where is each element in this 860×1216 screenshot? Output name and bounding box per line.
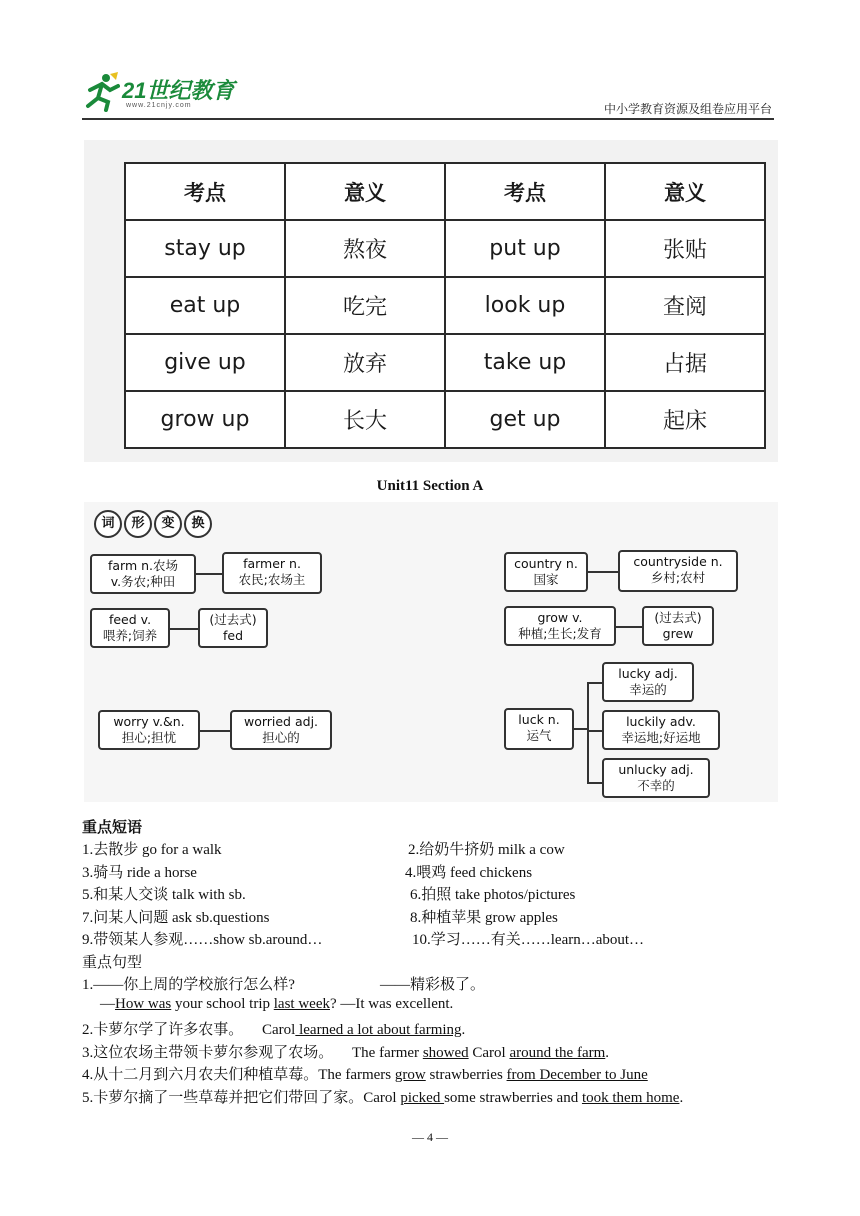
list-item: 5.和某人交谈 talk with sb. <box>82 887 246 903</box>
list-item: 9.带领某人参观……show sb.around… <box>82 932 323 948</box>
site-logo <box>82 72 242 118</box>
sentence-cn: 1.——你上周的学校旅行怎么样? <box>82 977 295 993</box>
table-cell: give up <box>125 334 285 391</box>
connector-line <box>200 730 230 732</box>
page-number: — 4 — <box>412 1130 448 1144</box>
list-item: 1.去散步 go for a walk <box>82 842 222 858</box>
table-cell: 张贴 <box>605 220 765 277</box>
table-cell: stay up <box>125 220 285 277</box>
table-cell: 起床 <box>605 391 765 448</box>
word-forms-badge <box>94 510 214 538</box>
table-cell: put up <box>445 220 605 277</box>
connector-line <box>587 730 603 732</box>
word-box-worried: worried adj. 担心的 <box>230 710 332 750</box>
list-item: 2.给奶牛挤奶 milk a cow <box>408 842 565 858</box>
table-row <box>125 277 765 334</box>
badge-char: 形 <box>124 510 152 538</box>
badge-char: 换 <box>184 510 212 538</box>
connector-line <box>196 573 222 575</box>
terms-table <box>124 162 766 449</box>
list-item: 7.问某人问题 ask sb.questions <box>82 910 270 926</box>
table-cell: eat up <box>125 277 285 334</box>
word-box-feed: feed v. 喂养;饲养 <box>90 608 170 648</box>
word-box-farmer: farmer n. 农民;农场主 <box>222 552 322 594</box>
table-row <box>125 220 765 277</box>
word-box-luckily: luckily adv. 幸运地;好运地 <box>602 710 720 750</box>
connector-line <box>588 571 618 573</box>
badge-char: 变 <box>154 510 182 538</box>
word-box-countryside: countryside n. 乡村;农村 <box>618 550 738 592</box>
word-box-lucky: lucky adj. 幸运的 <box>602 662 694 702</box>
sentence: 5.卡萝尔摘了一些草莓并把它们带回了家。Carol picked some strawberries and took them home. <box>82 1090 684 1106</box>
table-cell: 查阅 <box>605 277 765 334</box>
connector-line <box>574 728 588 730</box>
connector-line <box>170 628 198 630</box>
logo-brand: 21世纪教育 <box>122 78 235 103</box>
table-cell: 占据 <box>605 334 765 391</box>
header-divider <box>82 118 774 120</box>
list-item: 10.学习……有关……learn…about… <box>412 932 645 948</box>
connector-line <box>587 682 603 684</box>
table-cell: look up <box>445 277 605 334</box>
table-header: 考点 <box>445 163 605 220</box>
sentence: 2.卡萝尔学了许多农事。 Carol learned a lot about farming. <box>82 1022 466 1038</box>
word-box-grew: (过去式) grew <box>642 606 714 646</box>
table-cell: take up <box>445 334 605 391</box>
word-box-luck: luck n. 运气 <box>504 708 574 750</box>
word-box-farm: farm n.农场 v.务农;种田 <box>90 554 196 594</box>
table-cell: 长大 <box>285 391 445 448</box>
table-header: 意义 <box>605 163 765 220</box>
table-header: 意义 <box>285 163 445 220</box>
list-item: 6.拍照 take photos/pictures <box>410 887 576 903</box>
logo-url: www.21cnjy.com <box>126 102 192 109</box>
word-box-unlucky: unlucky adj. 不幸的 <box>602 758 710 798</box>
connector-line <box>587 682 589 784</box>
badge-char: 词 <box>94 510 122 538</box>
table-cell: get up <box>445 391 605 448</box>
word-box-fed: (过去式) fed <box>198 608 268 648</box>
sentences-title: 重点句型 <box>82 955 143 971</box>
list-item: 4.喂鸡 feed chickens <box>405 865 533 881</box>
platform-name: 中小学教育资源及组卷应用平台 <box>603 102 772 116</box>
table-header: 考点 <box>125 163 285 220</box>
table-cell: 熬夜 <box>285 220 445 277</box>
word-box-worry: worry v.&n. 担心;担忧 <box>98 710 200 750</box>
runner-logo-icon <box>82 72 120 112</box>
phrases-title: 重点短语 <box>82 820 143 836</box>
sentence: 3.这位农场主带领卡萝尔参观了农场。 The farmer showed Carol around the farm. <box>82 1045 610 1061</box>
connector-line <box>616 626 642 628</box>
word-box-grow: grow v. 种植;生长;发育 <box>504 606 616 646</box>
table-row <box>125 334 765 391</box>
word-box-country: country n. 国家 <box>504 552 588 592</box>
sentence-en: —How was your school trip last week? —It was excellent. <box>100 996 454 1012</box>
table-header-row <box>125 163 765 220</box>
sentence-cn-answer: ——精彩极了。 <box>380 977 486 993</box>
word-forms-diagram <box>84 502 778 802</box>
sentence: 4.从十二月到六月农夫们种植草莓。The farmers grow strawberries from December to June <box>82 1067 648 1083</box>
table-cell: grow up <box>125 391 285 448</box>
list-item: 3.骑马 ride a horse <box>82 865 197 881</box>
connector-line <box>587 782 603 784</box>
list-item: 8.种植苹果 grow apples <box>410 910 558 926</box>
table-cell: 放弃 <box>285 334 445 391</box>
table-row <box>125 391 765 448</box>
table-cell: 吃完 <box>285 277 445 334</box>
section-title: Unit11 Section A <box>376 478 484 494</box>
